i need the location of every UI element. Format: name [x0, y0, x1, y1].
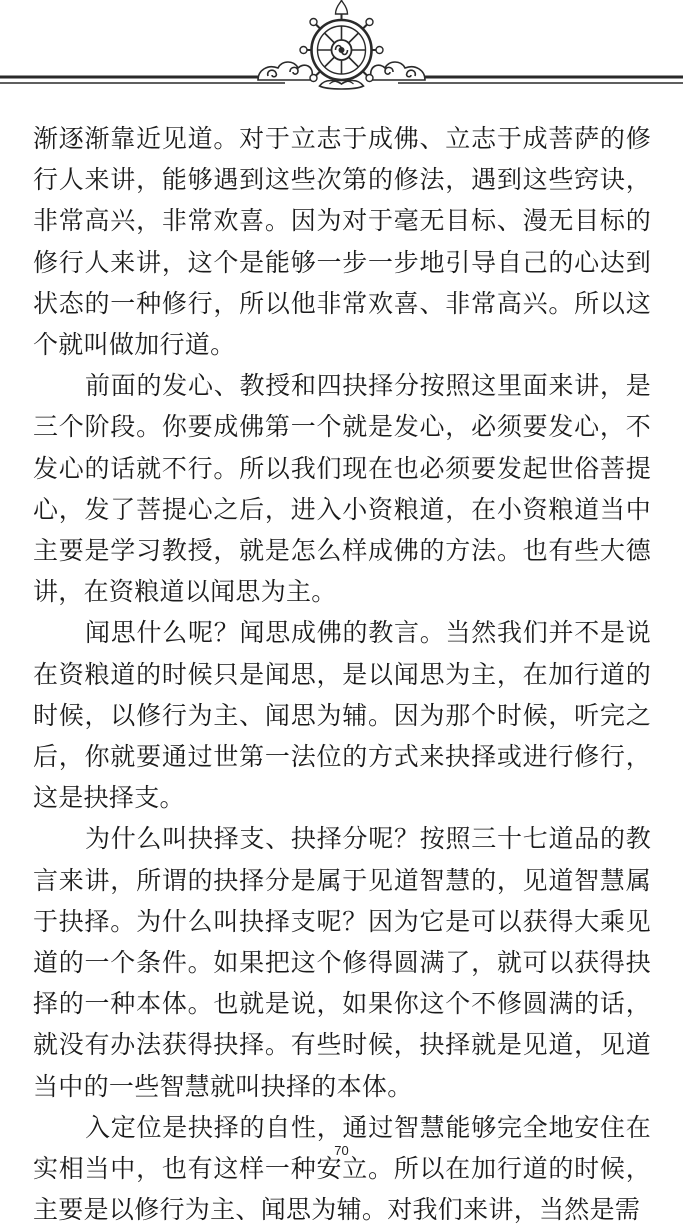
header-rule-right [398, 77, 683, 83]
paragraph-4: 为什么叫抉择支、抉择分呢？按照三十七道品的教言来讲，所谓的抉择分是属于见道智慧的，见道智慧属于抉择。为什么叫抉择支呢？因为它是可以获得大乘见道的一个条件。如果把这个修得圆满了，就可以获得抉择的一种本体。也就是说，如果你这个不修圆满的话，就没有办法获得抉择。有些时候，抉择就是见道，见道当中的一些智慧就叫抉择的本体。 [33, 824, 651, 1101]
page-number: 70 [334, 1143, 349, 1158]
page-body [33, 118, 651, 1230]
paragraph-2: 前面的发心、教授和四抉择分按照这里面来讲，是三个阶段。你要成佛第一个就是发心，必须要发心，不发心的话就不行。所以我们现在也必须要发起世俗菩提心，发了菩提心之后，进入小资粮道，在小资粮道当中主要是学习教授，就是怎么样成佛的方法。也有些大德讲，在资粮道以闻思为主。 [33, 371, 651, 607]
paragraph-5: 入定位是抉择的自性，通过智慧能够完全地安住在实相当中，也有这样一种安立。所以在加行道的时候，主要是以修行为主、闻思为辅。对我们来讲，当然是需 [33, 1112, 651, 1225]
cloud-scroll-left-icon [258, 62, 312, 80]
paragraph-1: 渐逐渐靠近见道。对于立志于成佛、立志于成菩萨的修行人来讲，能够遇到这些次第的修法，遇到这些窍诀，非常高兴，非常欢喜。因为对于毫无目标、漫无目标的修行人来讲，这个是能够一步一步地引导自己的心达到状态的一种修行，所以他非常欢喜、非常高兴。所以这个就叫做加行道。 [33, 124, 651, 360]
paragraph-3: 闻思什么呢？闻思成佛的教言。当然我们并不是说在资粮道的时候只是闻思，是以闻思为主，在加行道的时候，以修行为主、闻思为辅。因为那个时候，听完之后，你就要通过世第一法位的方式来抉择或进行修行，这是抉择支。 [33, 618, 651, 813]
page-header-ornament [0, 0, 683, 105]
header-rule-left [0, 77, 285, 83]
cloud-scroll-right-icon [371, 62, 425, 80]
dharma-wheel-icon [300, 0, 383, 89]
